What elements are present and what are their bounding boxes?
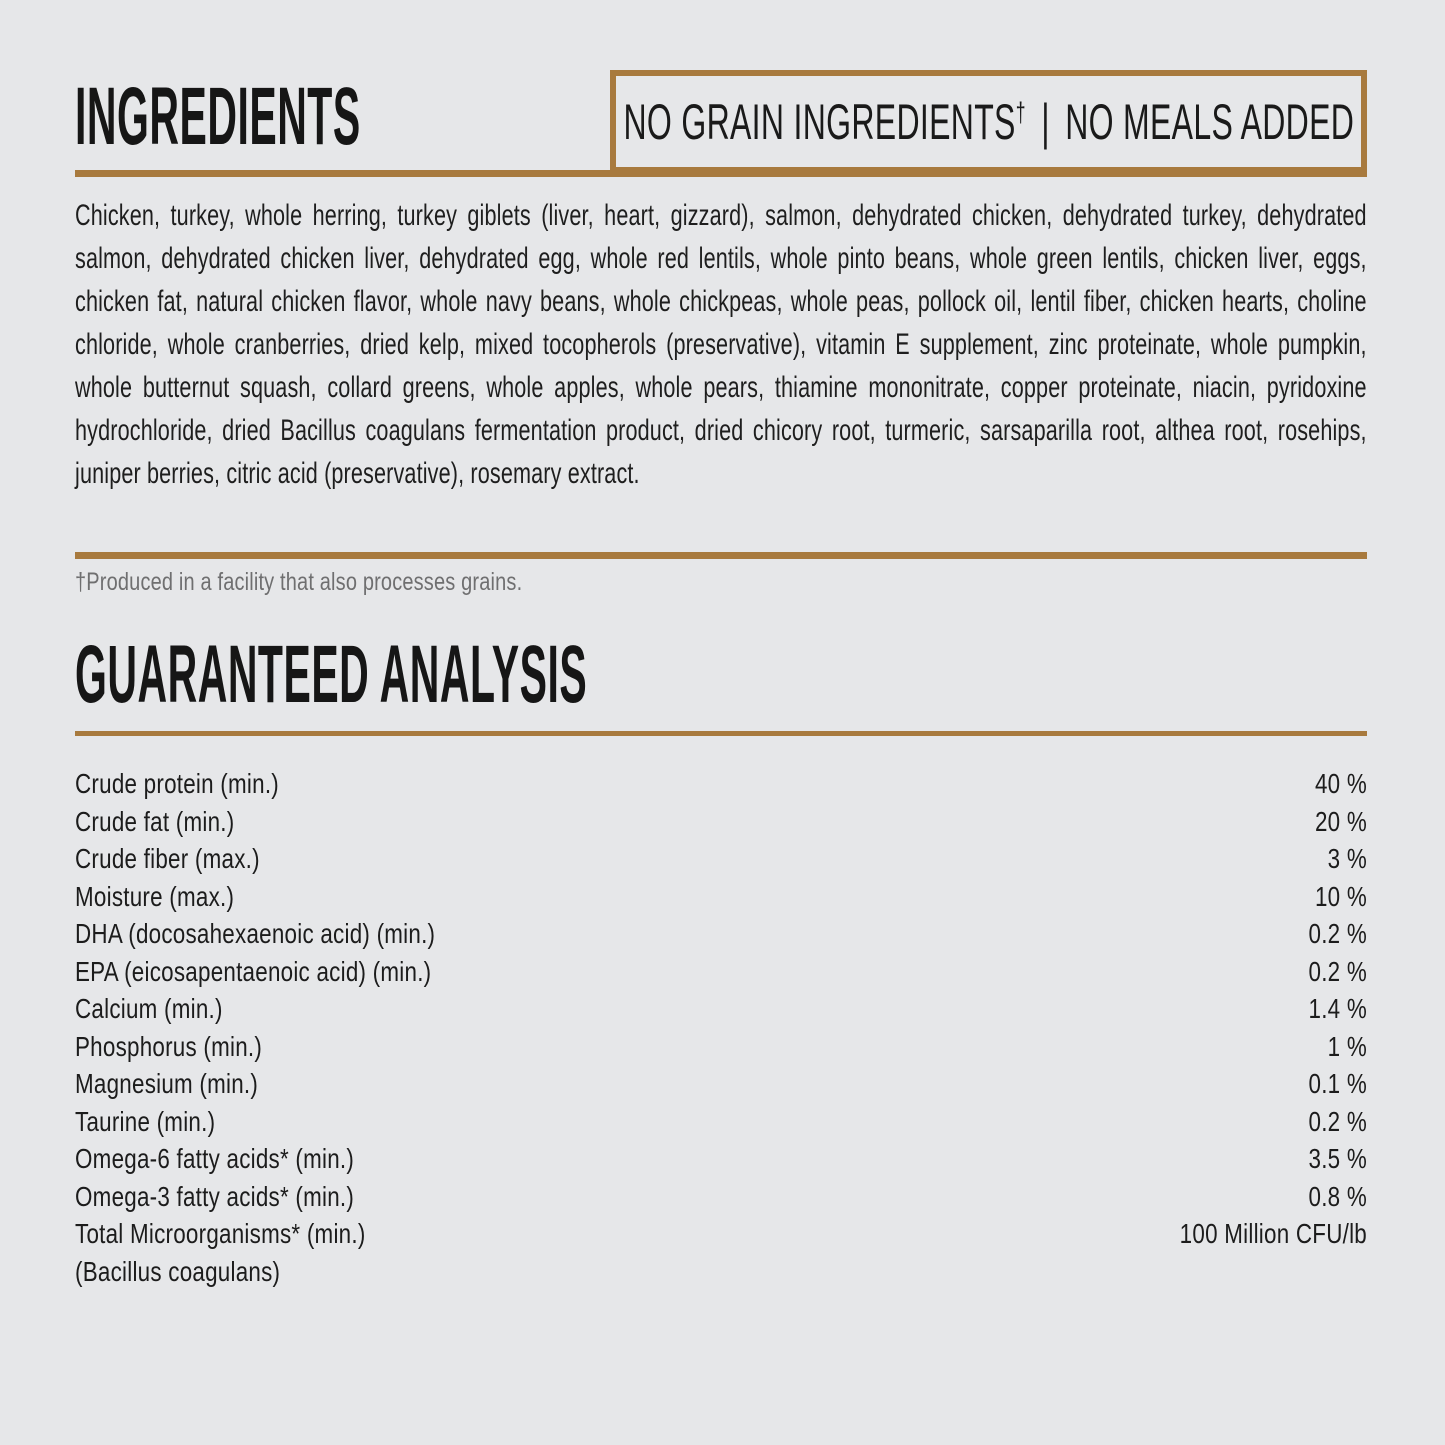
analysis-row — [75, 1065, 1367, 1103]
analysis-row-label: Calcium (min.) — [75, 993, 223, 1024]
analysis-row-label: Crude protein (min.) — [75, 768, 279, 799]
analysis-row-value: 0.2 % — [1308, 1105, 1367, 1137]
grain-facility-footnote: †Produced in a facility that also processes grains. — [75, 568, 523, 596]
analysis-row-value: 40 % — [1314, 768, 1367, 799]
analysis-row — [75, 1253, 1367, 1291]
guaranteed-analysis-title-text: GUARANTEED ANALYSIS — [75, 629, 588, 720]
analysis-row-label: Crude fat (min.) — [75, 805, 235, 837]
no-grain-badge — [610, 70, 1367, 173]
analysis-row-label: Omega-6 fatty acids* (min.) — [75, 1143, 355, 1174]
analysis-row-value: 100 Million CFU/lb — [1179, 1218, 1367, 1249]
analysis-row-value: 1 % — [1327, 1030, 1367, 1062]
analysis-row-label: (Bacillus coagulans) — [75, 1255, 281, 1287]
badge-left-text: NO GRAIN INGREDIENTS — [623, 93, 1016, 150]
analysis-row — [75, 878, 1367, 916]
header-divider-rule — [75, 170, 1367, 177]
analysis-row-label: Total Microorganisms* (min.) — [75, 1218, 366, 1249]
analysis-divider-rule — [75, 731, 1367, 736]
footnote-divider-rule — [75, 552, 1367, 559]
analysis-row-value: 0.8 % — [1308, 1180, 1367, 1212]
analysis-table — [75, 765, 1367, 1290]
analysis-row-label: Phosphorus (min.) — [75, 1030, 263, 1062]
analysis-row-value: 0.2 % — [1308, 955, 1367, 987]
analysis-row — [75, 1140, 1367, 1178]
analysis-row — [75, 765, 1367, 803]
analysis-row — [75, 1103, 1367, 1141]
analysis-row-value: 0.1 % — [1308, 1068, 1367, 1099]
analysis-row-label: Omega-3 fatty acids* (min.) — [75, 1180, 355, 1212]
ingredients-title — [75, 71, 646, 162]
analysis-row — [75, 915, 1367, 953]
analysis-row — [75, 990, 1367, 1028]
badge-right-text: NO MEALS ADDED — [1064, 93, 1354, 150]
analysis-row — [75, 953, 1367, 991]
no-grain-badge-text — [623, 93, 1354, 151]
analysis-row-value: 0.2 % — [1308, 918, 1367, 949]
analysis-row-label: Magnesium (min.) — [75, 1068, 259, 1099]
analysis-row — [75, 803, 1367, 841]
guaranteed-analysis-title — [75, 629, 1099, 720]
analysis-row-label: Moisture (max.) — [75, 880, 235, 912]
badge-separator: | — [1040, 93, 1050, 150]
analysis-row-label: Crude fiber (max.) — [75, 843, 260, 874]
analysis-row-value: 3 % — [1327, 843, 1367, 874]
analysis-row-value: 3.5 % — [1308, 1143, 1367, 1174]
analysis-row — [75, 1215, 1367, 1253]
analysis-row-value: 10 % — [1314, 880, 1367, 912]
ingredients-list-paragraph: Chicken, turkey, whole herring, turkey giblets (liver, heart, gizzard), salmon, dehydrated chicken, dehydrated turkey, dehydrated salmon, dehydrated chicken liver, dehydrated egg, whole red lentils, whole pinto beans, whole green lentils, chicken liver, eggs, chicken fat, natural chicken flavor, whole navy beans, whole chickpeas, whole peas, pollock oil, lentil fiber, chicken hearts, choline chloride, whole cranberries, dried kelp, mixed tocopherols (preservative), vitamin E supplement, zinc proteinate, whole pumpkin, whole butternut squash, collard greens, whole apples, whole pears, thiamine mononitrate, copper proteinate, niacin, pyridoxine hydrochloride, dried Bacillus coagulans fermentation product, dried chicory root, turmeric, sarsaparilla root, althea root, rosehips, juniper berries, citric acid (preservative), rosemary extract. — [75, 199, 1367, 490]
ingredients-title-text: INGREDIENTS — [75, 71, 361, 162]
analysis-row-label: Taurine (min.) — [75, 1105, 216, 1137]
analysis-row-label: DHA (docosahexaenoic acid) (min.) — [75, 918, 436, 949]
dagger-mark: † — [1015, 95, 1026, 127]
analysis-row — [75, 1178, 1367, 1216]
analysis-row — [75, 840, 1367, 878]
analysis-row-value: 20 % — [1314, 805, 1367, 837]
analysis-row — [75, 1028, 1367, 1066]
analysis-row-label: EPA (eicosapentaenoic acid) (min.) — [75, 955, 432, 987]
analysis-row-value: 1.4 % — [1308, 993, 1367, 1024]
